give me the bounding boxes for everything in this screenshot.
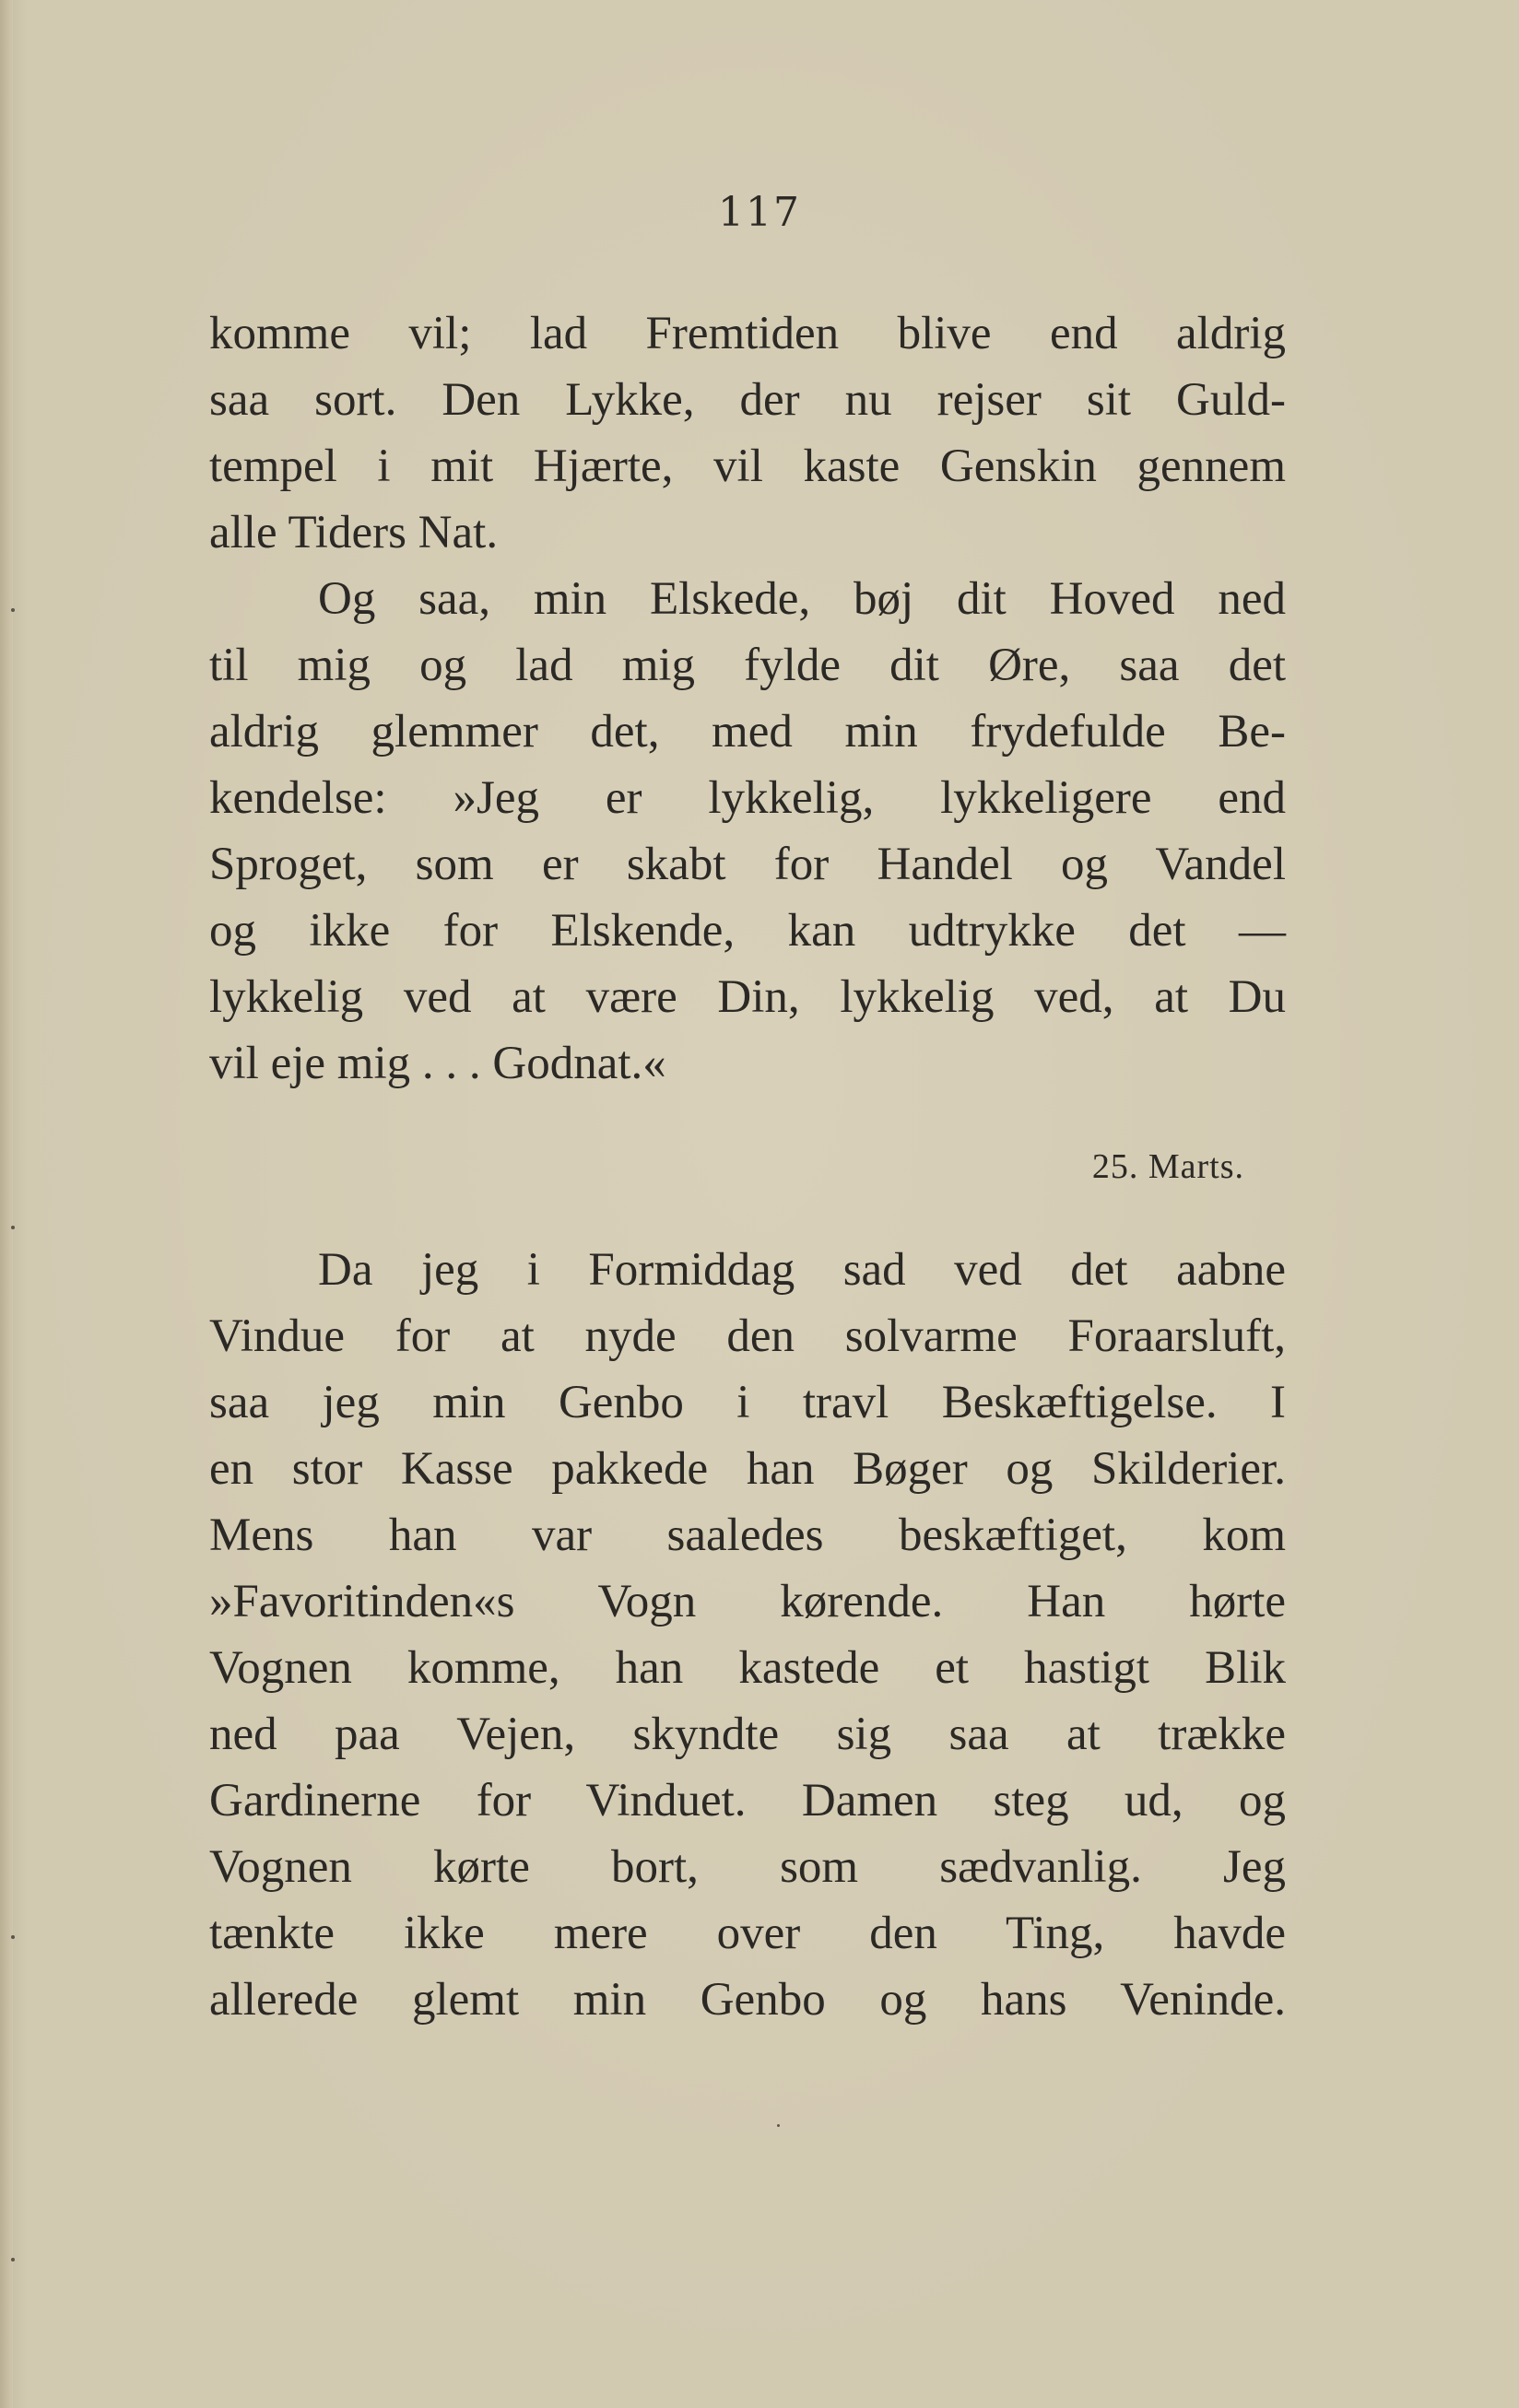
text-line: Mens han var saaledes beskæftiget, kom	[209, 1509, 1286, 1561]
text-line: kendelse: »Jeg er lykkelig, lykkeligere end	[209, 772, 1286, 824]
text-line: tempel i mit Hjærte, vil kaste Genskin gennem	[209, 440, 1286, 492]
text-line: ned paa Vejen, skyndte sig saa at trække	[209, 1709, 1286, 1760]
text-line: komme vil; lad Fremtiden blive end aldrig	[209, 308, 1286, 359]
text-line: lykkelig ved at være Din, lykkelig ved, at Du	[209, 971, 1286, 1023]
text-line: tænkte ikke mere over den Ting, havde	[209, 1908, 1286, 1959]
paragraph-2	[209, 566, 1286, 1097]
text-line: en stor Kasse pakkede han Bøger og Skilderier.	[209, 1443, 1286, 1495]
paper-speck	[777, 2124, 780, 2127]
text-line: Sproget, som er skabt for Handel og Vandel	[209, 839, 1286, 890]
text-line: Vognen komme, han kastede et hastigt Blik	[209, 1642, 1286, 1694]
paper-speck	[11, 1935, 15, 1939]
text-line: saa jeg min Genbo i travl Beskæftigelse. I	[209, 1377, 1286, 1428]
paper-speck	[11, 608, 15, 612]
text-line: og ikke for Elskende, kan udtrykke det —	[209, 905, 1286, 957]
text-line: alle Tiders Nat.	[209, 507, 499, 558]
text-line: Vindue for at nyde den solvarme Foraarsluft,	[209, 1310, 1286, 1362]
paragraph-1	[209, 300, 1286, 566]
text-line: Og saa, min Elskede, bøj dit Hoved ned	[318, 573, 1286, 625]
page-binding-edge	[0, 0, 13, 2408]
text-line: Da jeg i Formiddag sad ved det aabne	[318, 1244, 1286, 1296]
date-heading: 25. Marts.	[1091, 1147, 1244, 1186]
text-line: allerede glemt min Genbo og hans Veninde.	[209, 1974, 1286, 2026]
page-number: 117	[718, 189, 801, 236]
text-line: Vognen kørte bort, som sædvanlig. Jeg	[209, 1841, 1286, 1893]
paper-speck	[11, 1226, 15, 1229]
text-line: vil eje mig . . . Godnat.«	[209, 1038, 666, 1089]
text-line: aldrig glemmer det, med min frydefulde Be-	[209, 706, 1286, 758]
paragraph-3	[209, 1237, 1286, 2033]
text-line: saa sort. Den Lykke, der nu rejser sit Guld-	[209, 374, 1286, 426]
text-line: »Favoritinden«s Vogn kørende. Han hørte	[209, 1576, 1286, 1627]
text-line: Gardinerne for Vinduet. Damen steg ud, og	[209, 1775, 1286, 1827]
text-line: til mig og lad mig fylde dit Øre, saa det	[209, 640, 1286, 691]
paper-speck	[11, 2258, 15, 2261]
